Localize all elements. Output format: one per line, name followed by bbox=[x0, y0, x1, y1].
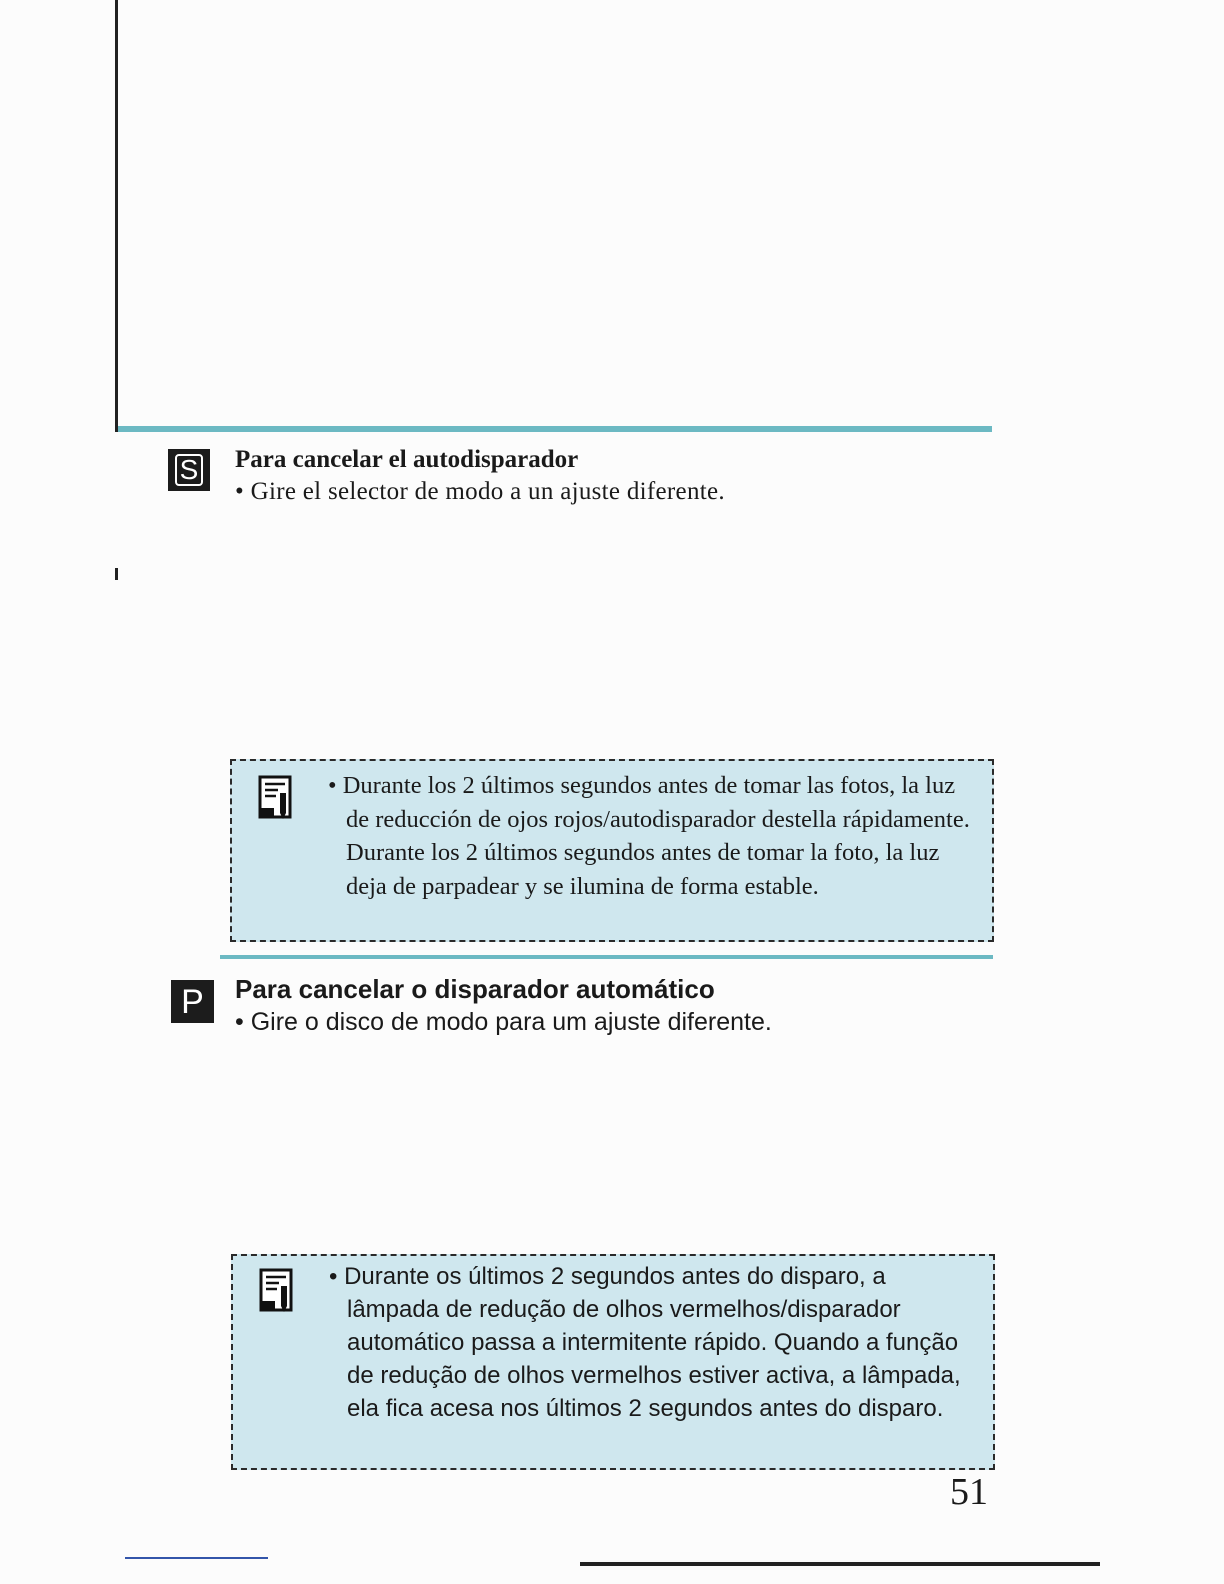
section-title-portuguese: Para cancelar o disparador automático bbox=[235, 974, 715, 1004]
section-divider-spanish bbox=[118, 426, 992, 432]
memo-pencil-icon bbox=[258, 775, 294, 821]
page-number: 51 bbox=[950, 1471, 988, 1513]
left-margin-tick bbox=[115, 568, 118, 580]
note-text-spanish: • Durante los 2 últimos segundos antes de tomar las fotos, la luz de reducción de ojos rojos/autodisparador destella rápidamente. Durante los 2 últimos segundos antes de tomar la foto, la luz deja de parpadear y se ilumina de forma estable. bbox=[328, 772, 970, 900]
memo-pencil-icon bbox=[259, 1268, 295, 1314]
language-badge-spanish-letter: S bbox=[175, 454, 204, 486]
bottom-link-underline bbox=[125, 1557, 268, 1559]
instruction-portuguese: • Gire o disco de modo para um ajuste diferente. bbox=[235, 1008, 772, 1036]
note-box-spanish bbox=[230, 759, 994, 942]
language-badge-portuguese: P bbox=[171, 980, 214, 1023]
section-title-spanish: Para cancelar el autodisparador bbox=[235, 446, 579, 473]
note-box-portuguese bbox=[231, 1254, 995, 1470]
bottom-rule bbox=[580, 1562, 1100, 1566]
note-text-portuguese: • Durante os últimos 2 segundos antes do disparo, a lâmpada de redução de olhos vermelhos/disparador automático passa a intermitente rápido. Quando a função de redução de olhos vermelhos estiver activa, a lâmpada, ela fica acesa nos últimos 2 segundos antes do disparo. bbox=[329, 1263, 961, 1422]
left-margin-rule bbox=[115, 0, 118, 432]
instruction-spanish: • Gire el selector de modo a un ajuste diferente. bbox=[235, 478, 725, 505]
section-divider-portuguese bbox=[220, 955, 993, 959]
language-badge-spanish bbox=[168, 449, 210, 491]
